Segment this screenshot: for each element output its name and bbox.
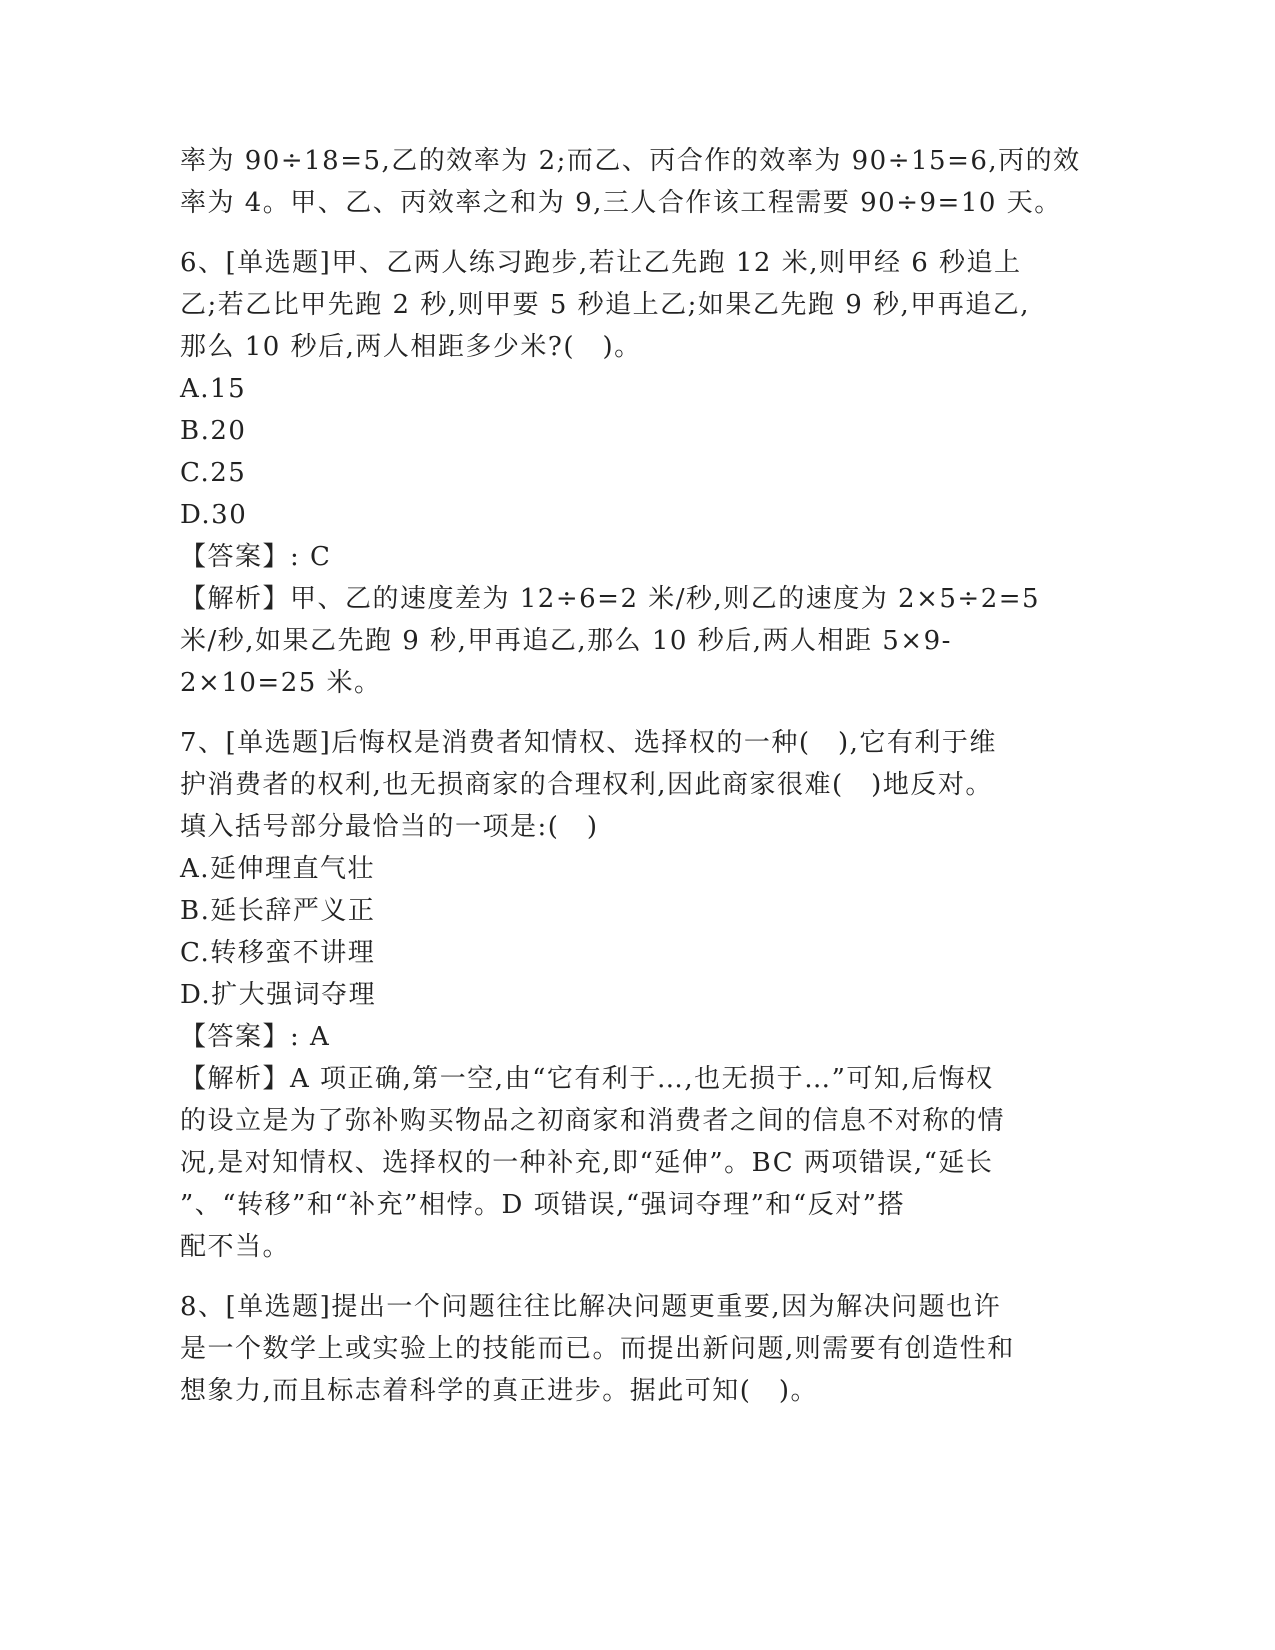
text-line: 率为 90÷18=5,乙的效率为 2;而乙、丙合作的效率为 90÷15=6,丙的效 xyxy=(180,146,1081,176)
analysis-line: 的设立是为了弥补购买物品之初商家和消费者之间的信息不对称的情 xyxy=(180,1106,1006,1136)
answer-line: 【答案】: A xyxy=(180,1022,331,1052)
option-c: C.25 xyxy=(180,458,247,488)
option-c: C.转移蛮不讲理 xyxy=(180,938,376,968)
option-a: A.延伸理直气壮 xyxy=(180,854,376,884)
question-stem-line: 填入括号部分最恰当的一项是:( ) xyxy=(180,812,599,842)
question-7 xyxy=(180,722,1060,1268)
previous-analysis-continuation xyxy=(180,140,1081,224)
question-8 xyxy=(180,1286,1060,1412)
analysis-line: ”、“转移”和“补充”相悖。D 项错误,“强词夺理”和“反对”搭 xyxy=(180,1190,906,1220)
option-b: B.20 xyxy=(180,416,247,446)
option-a: A.15 xyxy=(180,374,247,404)
analysis-line: 米/秒,如果乙先跑 9 秒,甲再追乙,那么 10 秒后,两人相距 5×9- xyxy=(180,626,952,656)
option-d: D.30 xyxy=(180,500,248,530)
question-stem-line: 8、[单选题]提出一个问题往往比解决问题更重要,因为解决问题也许 xyxy=(180,1292,1002,1322)
text-line: 率为 4。甲、乙、丙效率之和为 9,三人合作该工程需要 90÷9=10 天。 xyxy=(180,188,1062,218)
question-stem-line: 想象力,而且标志着科学的真正进步。据此可知( )。 xyxy=(180,1376,819,1406)
question-6 xyxy=(180,242,1060,704)
analysis-line: 2×10=25 米。 xyxy=(180,668,382,698)
question-stem-line: 是一个数学上或实验上的技能而已。而提出新问题,则需要有创造性和 xyxy=(180,1334,1015,1364)
question-stem-line: 那么 10 秒后,两人相距多少米?( )。 xyxy=(180,332,642,362)
analysis-line: 配不当。 xyxy=(180,1232,291,1262)
option-d: D.扩大强词夺理 xyxy=(180,980,377,1010)
analysis-line: 【解析】甲、乙的速度差为 12÷6=2 米/秒,则乙的速度为 2×5÷2=5 xyxy=(180,584,1041,614)
analysis-line: 况,是对知情权、选择权的一种补充,即“延伸”。BC 两项错误,“延长 xyxy=(180,1148,994,1178)
question-stem-line: 7、[单选题]后悔权是消费者知情权、选择权的一种( ),它有利于维 xyxy=(180,728,997,758)
option-b: B.延长辞严义正 xyxy=(180,896,376,926)
question-stem-line: 6、[单选题]甲、乙两人练习跑步,若让乙先跑 12 米,则甲经 6 秒追上 xyxy=(180,248,1022,278)
question-stem-line: 护消费者的权利,也无损商家的合理权利,因此商家很难( )地反对。 xyxy=(180,770,993,800)
analysis-line: 【解析】A 项正确,第一空,由“它有利于…,也无损于…”可知,后悔权 xyxy=(180,1064,994,1094)
answer-line: 【答案】: C xyxy=(180,542,332,572)
question-stem-line: 乙;若乙比甲先跑 2 秒,则甲要 5 秒追上乙;如果乙先跑 9 秒,甲再追乙, xyxy=(180,290,1031,320)
document-page xyxy=(180,140,1081,1412)
